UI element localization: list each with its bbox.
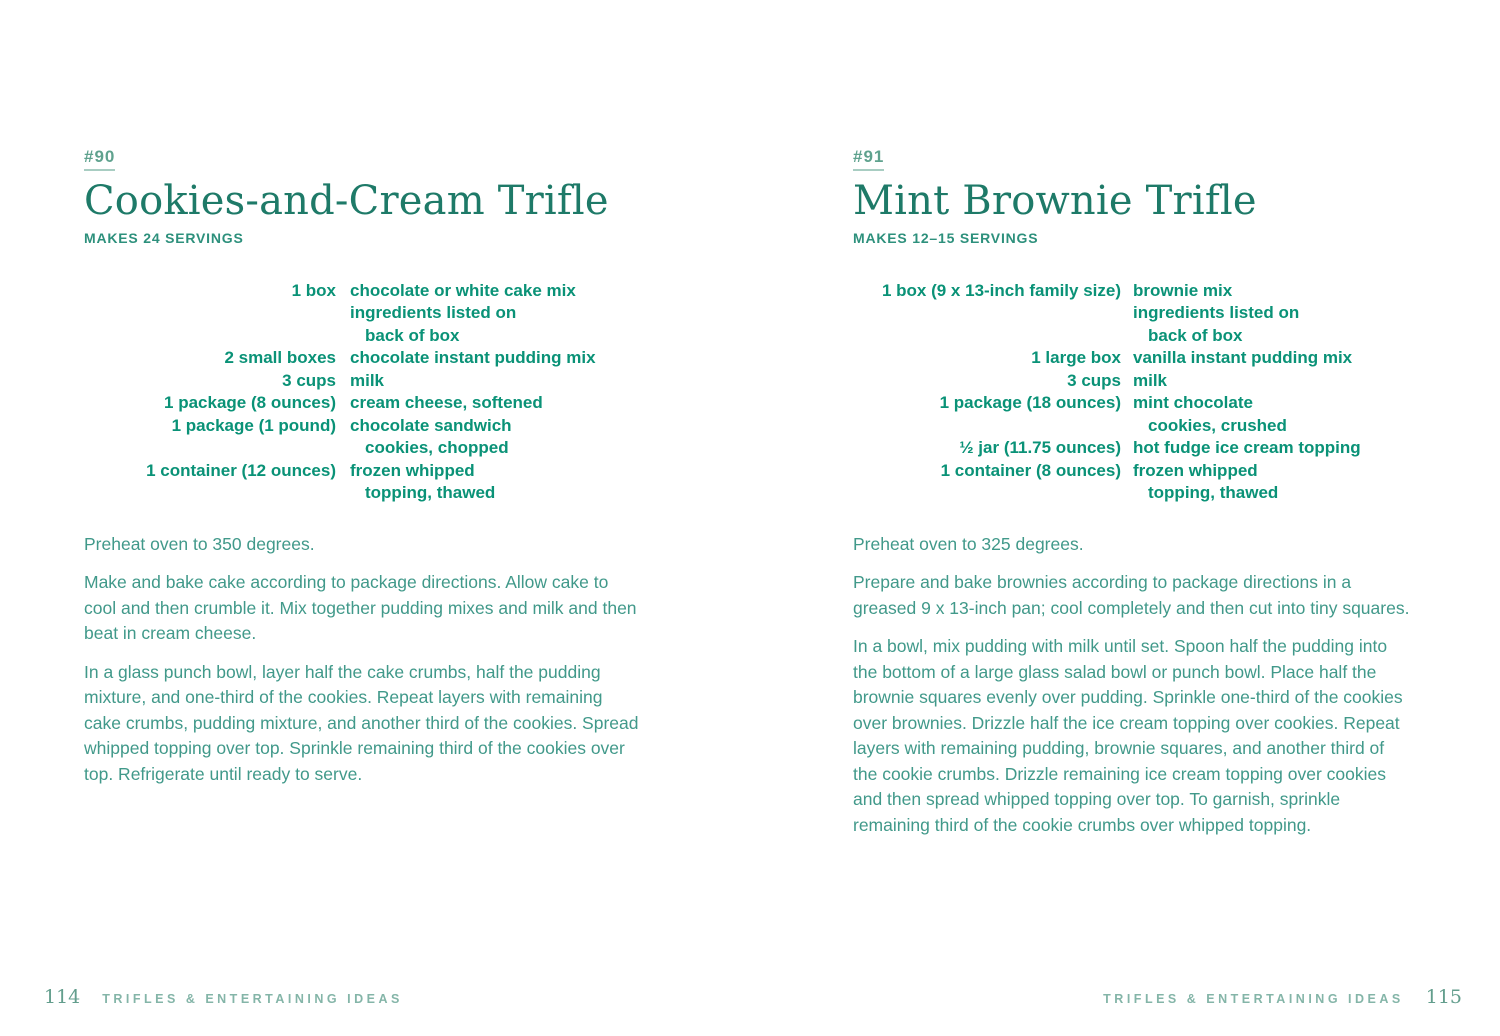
ingredient-name <box>350 370 644 393</box>
instructions <box>853 532 1413 839</box>
ingredient-quantity: 3 cups <box>282 370 336 390</box>
ingredient-name-line: cream cheese, softened <box>350 393 543 413</box>
recipe-number: #90 <box>84 148 115 171</box>
ingredient-quantity: 3 cups <box>1067 370 1121 390</box>
ingredient-quantity: 1 box <box>291 280 336 300</box>
ingredient-name-line: milk <box>350 370 385 390</box>
ingredient-name-line: topping, thawed <box>365 483 496 503</box>
instruction-paragraph: In a glass punch bowl, layer half the cake crumbs, half the pudding mixture, and one-third of the cookies. Repeat layers with remaining cake crumbs, pudding mixture, and another third of the cookies. Spread whipped topping over top. Sprinkle remaining third of the cookies over top. Refrigerate until ready to serve. <box>84 661 639 784</box>
ingredient-name-line: brownie mix <box>1133 280 1233 300</box>
ingredient-name <box>350 280 644 348</box>
ingredient-name-line: back of box <box>365 325 460 345</box>
ingredient-name-line: chocolate instant pudding mix <box>350 348 596 368</box>
ingredient-name-line: frozen whipped <box>350 460 475 480</box>
instruction-paragraph: Preheat oven to 325 degrees. <box>853 533 1084 554</box>
ingredient-name-line: frozen whipped <box>1133 460 1258 480</box>
ingredient-name-line: chocolate or white cake mix <box>350 280 576 300</box>
footer-right <box>1103 986 1462 1008</box>
section-title: TRIFLES & ENTERTAINING IDEAS <box>1103 992 1404 1006</box>
page-number: 115 <box>1425 986 1462 1008</box>
ingredient-name <box>1133 280 1413 348</box>
section-title: TRIFLES & ENTERTAINING IDEAS <box>102 992 403 1006</box>
ingredient-quantity: 1 box (9 x 13-inch family size) <box>881 280 1121 300</box>
ingredient-name <box>350 347 644 370</box>
ingredient-name <box>350 460 644 505</box>
ingredient-name-line: back of box <box>1148 325 1243 345</box>
ingredient-row <box>84 370 644 393</box>
ingredient-name-line: topping, thawed <box>1148 483 1279 503</box>
instructions <box>84 532 644 788</box>
recipe-page-left <box>84 148 644 800</box>
ingredient-name-line: milk <box>1133 370 1168 390</box>
ingredient-name <box>1133 392 1413 437</box>
ingredients-list <box>84 280 644 505</box>
ingredient-row <box>84 280 644 348</box>
ingredient-name <box>1133 437 1413 460</box>
ingredient-name-line: chocolate sandwich <box>350 415 512 435</box>
servings-line: MAKES 24 SERVINGS <box>84 229 244 246</box>
instruction-paragraph: Make and bake cake according to package directions. Allow cake to cool and then crumble it. Mix together pudding mixes and milk and then beat in cream cheese. <box>84 572 637 644</box>
ingredient-row <box>853 460 1413 505</box>
ingredient-quantity: 1 package (18 ounces) <box>939 393 1121 413</box>
recipe-number: #91 <box>853 148 884 171</box>
ingredient-name-line: ingredients listed on <box>350 303 517 323</box>
ingredient-row <box>84 415 644 460</box>
ingredient-name <box>1133 370 1413 393</box>
ingredient-row <box>84 392 644 415</box>
recipe-title: Cookies-and-Cream Trifle <box>84 177 609 224</box>
ingredient-row <box>853 392 1413 437</box>
recipe-page-right <box>853 148 1413 851</box>
instruction-paragraph: Prepare and bake brownies according to package directions in a greased 9 x 13-inch pan; cool completely and then cut into tiny squares. <box>853 572 1410 618</box>
ingredient-name-line: mint chocolate <box>1133 393 1253 413</box>
recipe-title: Mint Brownie Trifle <box>853 177 1257 224</box>
ingredient-name-line: hot fudge ice cream topping <box>1133 438 1361 458</box>
ingredient-quantity: 1 package (8 ounces) <box>164 393 336 413</box>
ingredient-quantity: 1 container (12 ounces) <box>146 460 336 480</box>
ingredient-name-line: ingredients listed on <box>1133 303 1300 323</box>
instruction-paragraph: In a bowl, mix pudding with milk until set. Spoon half the pudding into the bottom of a large glass salad bowl or punch bowl. Place half the brownie squares evenly over pudding. Sprinkle one-third of the cookies over brownies. Drizzle half the ice cream topping over cookies. Repeat layers with remaining pudding, brownie squares, and another third of the cookie crumbs. Drizzle remaining ice cream topping over cookies and then spread whipped topping over top. To garnish, sprinkle remaining third of the cookie crumbs over whipped topping. <box>853 636 1403 835</box>
ingredient-name <box>1133 460 1413 505</box>
ingredient-name <box>350 415 644 460</box>
instruction-paragraph: Preheat oven to 350 degrees. <box>84 533 315 554</box>
ingredient-quantity: 2 small boxes <box>224 348 336 368</box>
ingredient-name <box>1133 347 1413 370</box>
ingredient-name-line: cookies, crushed <box>1148 415 1287 435</box>
ingredient-row <box>853 370 1413 393</box>
ingredient-quantity: 1 container (8 ounces) <box>940 460 1121 480</box>
ingredient-name-line: vanilla instant pudding mix <box>1133 348 1353 368</box>
ingredient-quantity: 1 package (1 pound) <box>171 415 336 435</box>
ingredient-row <box>853 347 1413 370</box>
ingredient-row <box>853 280 1413 348</box>
servings-line: MAKES 12–15 SERVINGS <box>853 229 1039 246</box>
ingredient-quantity: 1 large box <box>1031 348 1121 368</box>
ingredient-row <box>84 347 644 370</box>
footer-left <box>44 986 403 1008</box>
ingredient-name <box>350 392 644 415</box>
ingredient-row <box>84 460 644 505</box>
ingredient-name-line: cookies, chopped <box>365 438 509 458</box>
ingredient-row <box>853 437 1413 460</box>
page-number: 114 <box>44 986 81 1008</box>
ingredients-list <box>853 280 1413 505</box>
ingredient-quantity: ½ jar (11.75 ounces) <box>959 438 1121 458</box>
